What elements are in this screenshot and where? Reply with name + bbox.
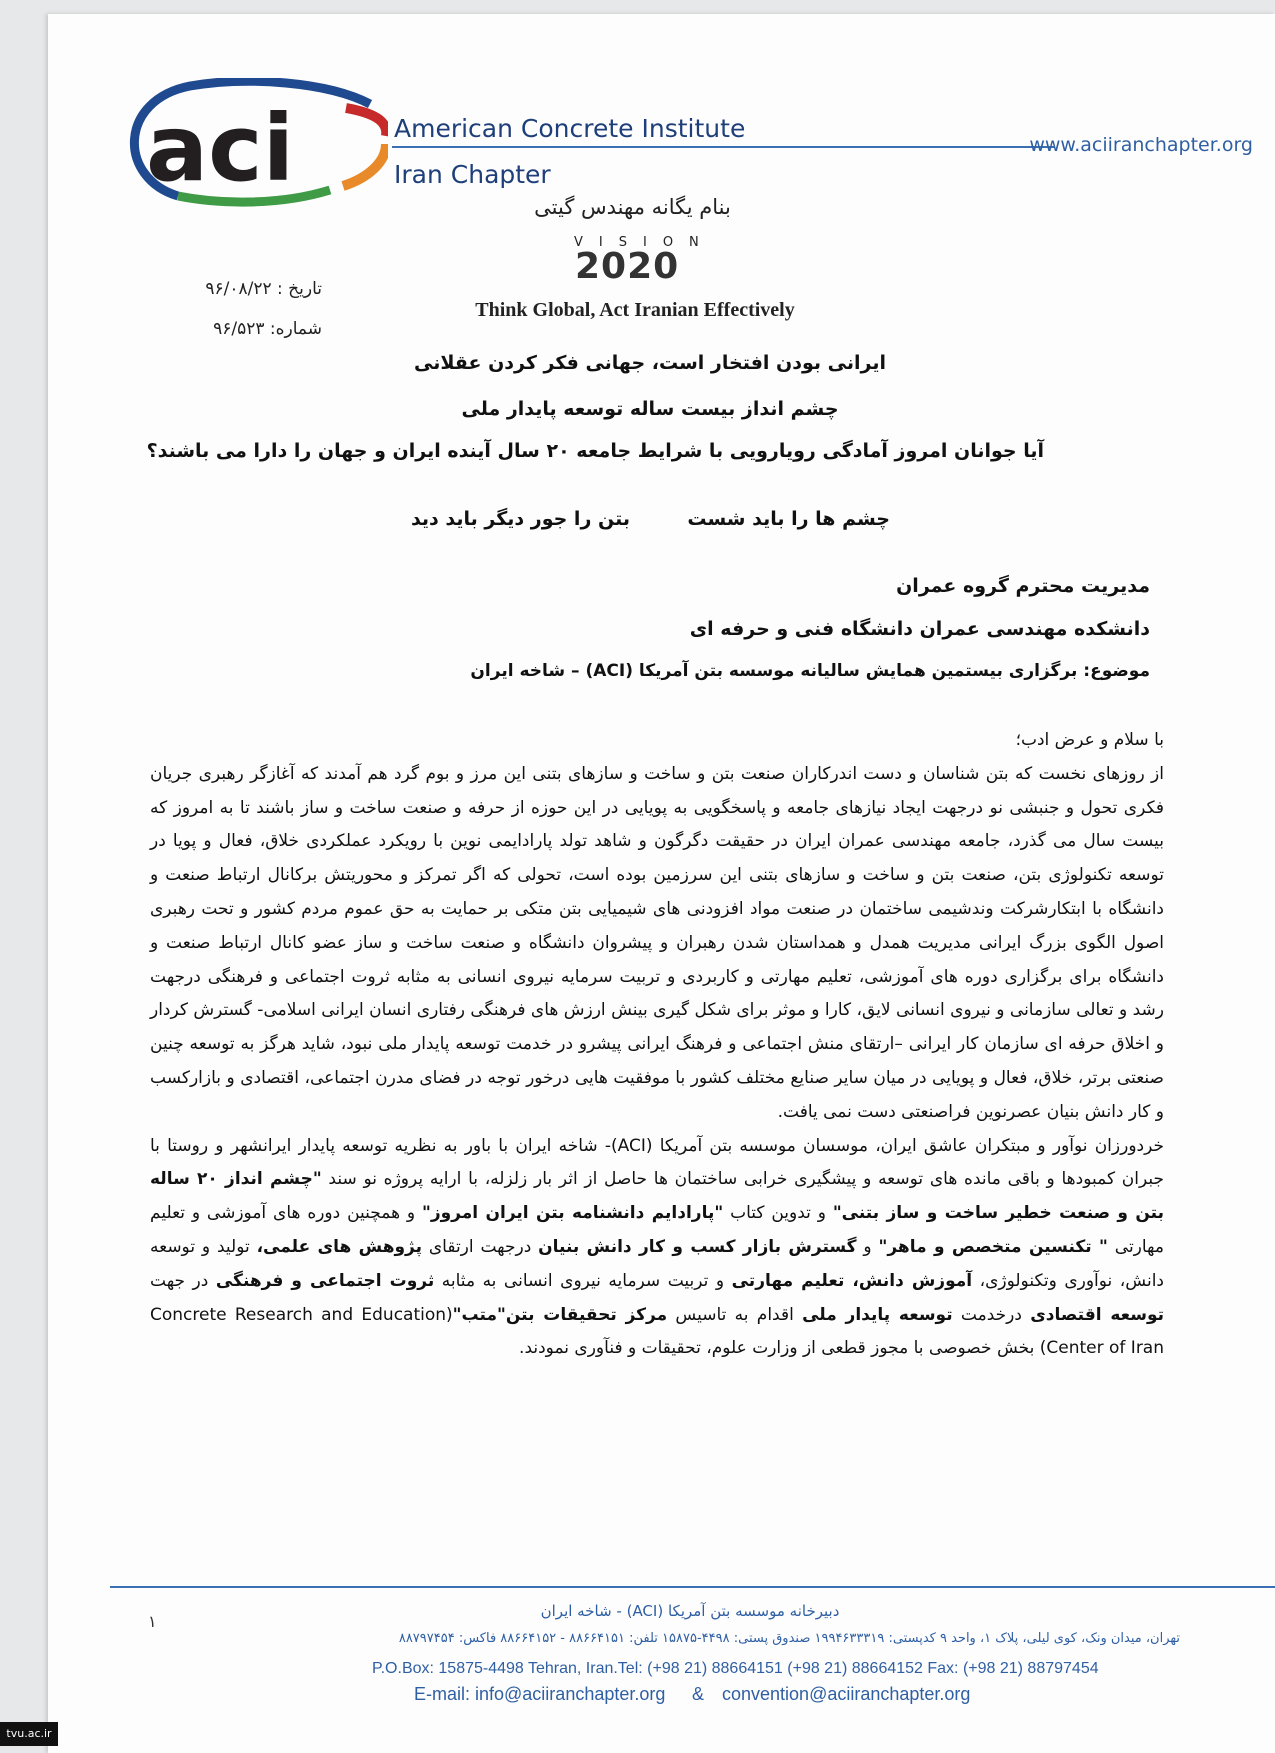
org-subtitle: Iran Chapter: [394, 160, 551, 189]
footer-rule: [110, 1586, 1275, 1588]
org-name: American Concrete Institute: [394, 114, 746, 143]
site-stamp: tvu.ac.ir: [0, 1722, 58, 1746]
recipient-line-1: مدیریت محترم گروه عمران: [896, 575, 1150, 597]
greeting: با سلام و عرض ادب؛: [1015, 730, 1164, 750]
tagline: Think Global, Act Iranian Effectively: [475, 299, 795, 321]
aci-logo: [118, 78, 388, 208]
footer-ampersand: &: [692, 1684, 705, 1704]
vision-year: 2020: [575, 246, 680, 287]
slogan-3: آیا جوانان امروز آمادگی رویارویی با شرایط جامعه ۲۰ سال آینده ایران و جهان را دارا می باشند؟: [146, 440, 1044, 462]
letter-body: [150, 724, 1164, 1366]
recipient-line-2: دانشکده مهندسی عمران دانشگاه فنی و حرفه ای: [689, 618, 1150, 640]
paragraph-1: از روزهای نخست که بتن شناسان و دست اندرکاران صنعت بتن و ساخت و سازهای بتنی این مرز و بوم گرد هم آمدند که آغازگر رهبری جریان فکری تحول و جنبشی نو درجهت ایجاد نیازهای جامعه و پاسخگویی به پویایی در این حوزه از حرفه و صنعت ساخت و ساز باشند تا به امروز که بیست سال می گذرد، جامعه مهندسی عمران ایران در حقیقت دگرگون و شاهد تولد پارادایمی نوین با رویکرد عملکردی خلاق، فعال و پویا در توسعه تکنولوژی بتن، صنعت بتن و ساخت و سازهای بتنی این سرزمین بوده است، تحولی که اگر تمرکز و محوریتش برکانال ارتباط صنعت و دانشگاه با ابتکارشرکت وندشیمی ساختمان در صنعت مواد افزودنی های شیمیایی بتن متکی بر حمایت به حق عموم مردم کشور و تحت رهبری اصول الگوی بزرگ ایرانی مدیریت همدل و همداستان شدن رهبران و پیشروان دانشگاه و صنعت ساخت و ساز عضو کانال ارتباط صنعت و دانشگاه برای برگزاری دوره های آموزشی، تعلیم مهارتی و کاربردی و تربیت سرمایه نیروی انسانی به مثابه ثروت اجتماعی و فرهنگی درجهت رشد و تعالی سازمانی و نیروی انسانی لایق، کارا و موثر برای شکل گیری بینش ارزش های فرهنگی رفتاری انسان ایرانی اسلامی- گسترش کردار و اخلاق حرفه ای سازمان کار ایرانی –ارتقای منش اجتماعی و فرهنگ ایرانی پیشرو در خدمت توسعه پایدار ملی نبود، شاید هرگز به توسعه چنین صنعتی برتر، خلاق، فعال و پویایی در میان سایر صنایع مختلف کشور با موفقیت هایی درخور توجه در فضای مدرن اجتماعی، اقتصادی و بازارکسب و کار دانش بنیان عصرنوین فراصنعتی دست نمی یافت.: [150, 763, 1164, 1122]
subject-line: موضوع: برگزاری بیستمین همایش سالیانه موسسه بتن آمریکا (ACI) – شاخه ایران: [470, 661, 1150, 681]
slogan-4: چشم ها را باید شست: [687, 508, 890, 530]
slogan-1: ایرانی بودن افتخار است، جهانی فکر کردن عقلانی: [414, 352, 886, 374]
footer-email-1: E-mail: info@aciiranchapter.org: [414, 1684, 666, 1704]
footer-address-en: P.O.Box: 15875-4498 Tehran, Iran.Tel: (+98 21) 88664151 (+98 21) 88664152 Fax: (+98 21) 88797454: [372, 1660, 1099, 1677]
website-url: www.aciiranchapter.org: [1029, 134, 1253, 156]
vision-word: VISION: [574, 235, 715, 250]
header-rule: [392, 146, 1054, 148]
footer-secretariat: دبیرخانه موسسه بتن آمریکا (ACI) - شاخه ایران: [540, 1602, 840, 1620]
logo-text: aci: [146, 95, 295, 202]
page-number: ۱: [148, 1612, 157, 1631]
paragraph-2: خردورزان نوآور و مبتکران عاشق ایران، موسسان موسسه بتن آمریکا (ACI)- شاخه ایران با باور به نظریه توسعه پایدار ایرانشهر و روستا با جبران کمبودها و باقی مانده های توسعه و پیشگیری خرابی ساختمان ها حاصل از اثر بار زلزله، با ارایه پروژه نو سند "چشم انداز ۲۰ ساله بتن و صنعت خطیر ساخت و ساز بتنی" و تدوین کتاب "پارادایم دانشنامه بتن ایران امروز" و همچنین دوره های آموزشی و تعلیم مهارتی " تکنسین متخصص و ماهر" و گسترش بازار کسب و کار دانش بنیان درجهت ارتقای پژوهش های علمی، تولید و توسعه دانش، نوآوری وتکنولوژی، آموزش دانش، تعلیم مهارتی و تربیت سرمایه نیروی انسانی به مثابه ثروت اجتماعی و فرهنگی در جهت توسعه اقتصادی درخدمت توسعه پایدار ملی اقدام به تاسیس مرکز تحقیقات بتن"متب"(Concrete Research and Education Center of Iran) بخش خصوصی با مجوز قطعی از وزارت علوم، تحقیقات و فنآوری نمودند.: [150, 1135, 1165, 1359]
basmala: بنام یگانه مهندس گیتی: [534, 195, 731, 219]
letter-date: تاریخ : ۹۶/۰۸/۲۲: [205, 279, 322, 299]
slogan-5: بتن را جور دیگر باید دید: [410, 508, 630, 530]
slogan-2: چشم انداز بیست ساله توسعه پایدار ملی: [461, 398, 839, 420]
letter-number: شماره: ۹۶/۵۲۳: [213, 319, 322, 339]
footer-address-fa: تهران، میدان ونک، کوی لیلی، پلاک ۱، واحد ۹ کدپستی: ۱۹۹۴۶۳۳۳۱۹ صندوق پستی: ۴۴۹۸-۱۵۸۷۵ تلفن: ۸۸۶۶۴۱۵۱ - ۸۸۶۶۴۱۵۲ فاکس: ۸۸۷۹۷۴۵۴: [398, 1631, 1180, 1646]
footer-email-2: convention@aciiranchapter.org: [722, 1684, 971, 1704]
